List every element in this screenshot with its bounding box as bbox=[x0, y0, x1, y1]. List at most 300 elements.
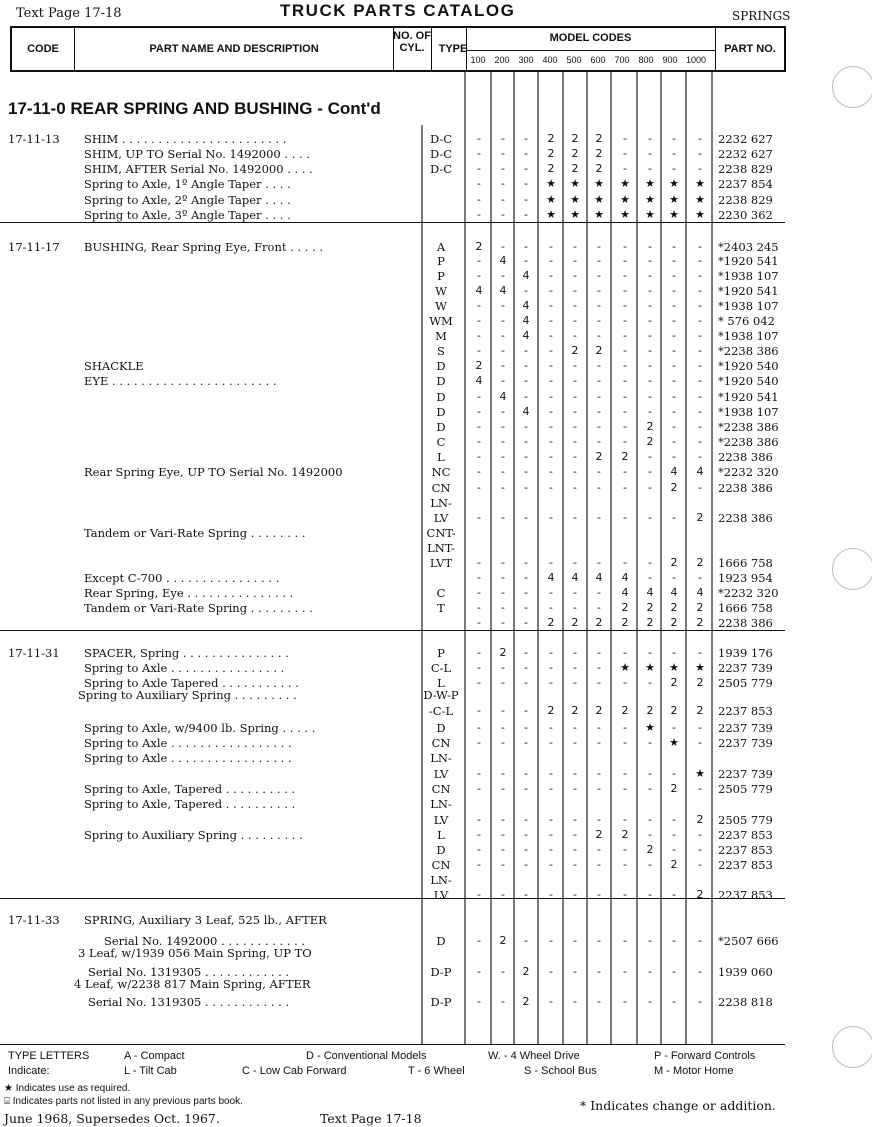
model-qty-100: - bbox=[477, 586, 481, 599]
legend-s: S - School Bus bbox=[524, 1065, 597, 1077]
model-qty-800: - bbox=[648, 646, 652, 659]
model-qty-400: - bbox=[549, 601, 553, 614]
model-code-400: 400 bbox=[542, 55, 558, 65]
table-row bbox=[0, 571, 872, 586]
model-qty-900: - bbox=[672, 132, 676, 145]
model-qty-900: - bbox=[672, 965, 676, 978]
model-qty-600: - bbox=[597, 511, 601, 524]
model-qty-700: - bbox=[623, 782, 627, 795]
model-qty-300: 2 bbox=[522, 965, 530, 978]
model-qty-600: - bbox=[597, 435, 601, 448]
model-qty-200: - bbox=[501, 571, 505, 584]
legend-a: A - Compact bbox=[124, 1050, 185, 1062]
model-qty-100: - bbox=[477, 481, 481, 494]
model-qty-600: ★ bbox=[594, 193, 604, 206]
model-qty-700: - bbox=[623, 344, 627, 357]
model-qty-600: - bbox=[597, 601, 601, 614]
model-qty-700: - bbox=[623, 888, 627, 901]
page-header-left: Text Page 17-18 bbox=[16, 6, 122, 21]
model-qty-500: - bbox=[573, 374, 577, 387]
model-qty-100: - bbox=[477, 782, 481, 795]
model-qty-400: 2 bbox=[547, 132, 555, 145]
model-qty-500: - bbox=[573, 586, 577, 599]
model-qty-700: - bbox=[623, 314, 627, 327]
model-qty-800: - bbox=[648, 465, 652, 478]
model-qty-900: 2 bbox=[670, 601, 678, 614]
model-qty-1000: - bbox=[698, 843, 702, 856]
part-type: LV bbox=[433, 511, 449, 525]
part-description: Spring to Axle, 3º Angle Taper . . . . bbox=[84, 208, 291, 222]
model-qty-100: - bbox=[477, 828, 481, 841]
part-type: D bbox=[436, 374, 446, 388]
part-number: *1938 107 bbox=[718, 299, 779, 313]
table-row bbox=[0, 284, 872, 299]
model-qty-400: - bbox=[549, 813, 553, 826]
model-code-500: 500 bbox=[566, 55, 582, 65]
model-qty-800: 2 bbox=[646, 704, 654, 717]
model-qty-700: - bbox=[623, 676, 627, 689]
model-qty-500: - bbox=[573, 995, 577, 1008]
model-qty-300: - bbox=[524, 556, 528, 569]
part-number: *1920 540 bbox=[718, 359, 779, 373]
part-type: D-C bbox=[429, 132, 453, 146]
model-qty-800: - bbox=[648, 481, 652, 494]
model-qty-100: - bbox=[477, 843, 481, 856]
part-type: P bbox=[437, 254, 445, 268]
part-type: LV bbox=[433, 813, 449, 827]
model-qty-800: - bbox=[648, 374, 652, 387]
model-qty-200: - bbox=[501, 405, 505, 418]
model-qty-900: - bbox=[672, 269, 676, 282]
model-qty-1000: 2 bbox=[696, 601, 704, 614]
model-qty-600: - bbox=[597, 556, 601, 569]
model-qty-1000: - bbox=[698, 571, 702, 584]
model-qty-800: - bbox=[648, 405, 652, 418]
part-type: D bbox=[436, 390, 446, 404]
model-qty-400: 2 bbox=[547, 616, 555, 629]
model-qty-500: - bbox=[573, 843, 577, 856]
col-cyl: NO. OF CYL. bbox=[393, 30, 431, 54]
model-qty-300: - bbox=[524, 601, 528, 614]
model-qty-1000: - bbox=[698, 965, 702, 978]
legend-d: D - Conventional Models bbox=[306, 1050, 427, 1062]
group-divider bbox=[0, 630, 785, 631]
part-number: *2238 386 bbox=[718, 420, 779, 434]
model-qty-500: - bbox=[573, 329, 577, 342]
part-type: LV bbox=[433, 888, 449, 902]
note-box: ⌸ Indicates parts not listed in any previous parts book. bbox=[4, 1096, 243, 1107]
model-qty-300: - bbox=[524, 704, 528, 717]
model-qty-300: - bbox=[524, 511, 528, 524]
model-qty-200: - bbox=[501, 965, 505, 978]
model-qty-400: - bbox=[549, 344, 553, 357]
model-qty-700: ★ bbox=[620, 193, 630, 206]
model-qty-400: - bbox=[549, 314, 553, 327]
part-type: W bbox=[435, 284, 447, 298]
group-divider bbox=[0, 222, 785, 223]
model-qty-400: - bbox=[549, 782, 553, 795]
part-number: 2232 627 bbox=[718, 132, 773, 146]
model-qty-900: - bbox=[672, 344, 676, 357]
model-qty-300: - bbox=[524, 177, 528, 190]
legend-type-letters: TYPE LETTERS bbox=[8, 1050, 90, 1062]
part-type: D-C bbox=[429, 147, 453, 161]
table-row bbox=[0, 329, 872, 344]
part-type: D-W-P bbox=[423, 688, 459, 702]
model-qty-800: - bbox=[648, 676, 652, 689]
model-qty-700: - bbox=[623, 147, 627, 160]
model-qty-500: - bbox=[573, 858, 577, 871]
model-code-100: 100 bbox=[470, 55, 486, 65]
table-row bbox=[0, 646, 872, 661]
model-qty-300: 4 bbox=[522, 299, 530, 312]
part-type: W bbox=[435, 299, 447, 313]
model-qty-1000: 2 bbox=[696, 888, 704, 901]
model-qty-800: - bbox=[648, 299, 652, 312]
model-qty-600: - bbox=[597, 721, 601, 734]
model-qty-800: - bbox=[648, 314, 652, 327]
section-title: 17-11-0 REAR SPRING AND BUSHING - Cont'd bbox=[8, 99, 381, 118]
col-desc: PART NAME AND DESCRIPTION bbox=[149, 43, 319, 55]
model-qty-200: - bbox=[501, 208, 505, 221]
model-qty-200: - bbox=[501, 269, 505, 282]
col-code: CODE bbox=[27, 43, 59, 55]
model-qty-1000: - bbox=[698, 284, 702, 297]
model-qty-400: - bbox=[549, 646, 553, 659]
part-description: Spring to Axle, 2º Angle Taper . . . . bbox=[84, 193, 291, 207]
model-qty-400: - bbox=[549, 284, 553, 297]
model-qty-800: - bbox=[648, 284, 652, 297]
model-qty-500: - bbox=[573, 450, 577, 463]
model-qty-700: - bbox=[623, 858, 627, 871]
model-qty-900: ★ bbox=[669, 177, 679, 190]
footer-date: June 1968, Supersedes Oct. 1967. bbox=[4, 1111, 220, 1126]
model-qty-500: - bbox=[573, 813, 577, 826]
model-code-200: 200 bbox=[494, 55, 510, 65]
part-code: 17-11-31 bbox=[8, 646, 60, 660]
table-row bbox=[0, 586, 872, 601]
model-qty-500: - bbox=[573, 420, 577, 433]
model-qty-800: - bbox=[648, 240, 652, 253]
model-qty-400: - bbox=[549, 435, 553, 448]
model-qty-600: - bbox=[597, 359, 601, 372]
part-type: D bbox=[436, 934, 446, 948]
note-asterisk: * Indicates change or addition. bbox=[580, 1098, 776, 1113]
model-qty-300: - bbox=[524, 254, 528, 267]
model-qty-200: - bbox=[501, 193, 505, 206]
legend-p: P - Forward Controls bbox=[654, 1050, 756, 1062]
model-qty-600: - bbox=[597, 390, 601, 403]
model-qty-900: ★ bbox=[669, 736, 679, 749]
model-qty-100: - bbox=[477, 147, 481, 160]
model-qty-800: - bbox=[648, 511, 652, 524]
model-qty-900: ★ bbox=[669, 208, 679, 221]
part-number: *2507 666 bbox=[718, 934, 779, 948]
model-qty-400: - bbox=[549, 661, 553, 674]
model-qty-800: - bbox=[648, 556, 652, 569]
part-type: D-C bbox=[429, 162, 453, 176]
model-qty-600: - bbox=[597, 254, 601, 267]
model-qty-600: 2 bbox=[595, 344, 603, 357]
model-qty-500: - bbox=[573, 767, 577, 780]
table-row bbox=[0, 359, 872, 374]
model-qty-1000: - bbox=[698, 481, 702, 494]
model-qty-100: - bbox=[477, 329, 481, 342]
model-qty-700: ★ bbox=[620, 177, 630, 190]
model-qty-700: - bbox=[623, 465, 627, 478]
model-qty-1000: - bbox=[698, 374, 702, 387]
part-number: 2238 829 bbox=[718, 162, 773, 176]
part-number: *2232 320 bbox=[718, 586, 779, 600]
model-qty-500: - bbox=[573, 601, 577, 614]
legend-c: C - Low Cab Forward bbox=[242, 1065, 347, 1077]
model-code-600: 600 bbox=[590, 55, 606, 65]
model-qty-300: - bbox=[524, 813, 528, 826]
model-qty-200: - bbox=[501, 721, 505, 734]
model-qty-100: - bbox=[477, 858, 481, 871]
model-qty-700: 4 bbox=[621, 571, 629, 584]
model-qty-1000: - bbox=[698, 269, 702, 282]
model-qty-500: - bbox=[573, 269, 577, 282]
model-qty-200: 2 bbox=[499, 646, 507, 659]
part-number: 2237 739 bbox=[718, 767, 773, 781]
part-number: 2230 362 bbox=[718, 208, 773, 222]
model-qty-200: - bbox=[501, 314, 505, 327]
model-qty-300: 4 bbox=[522, 405, 530, 418]
table-row bbox=[0, 751, 872, 766]
model-qty-700: - bbox=[623, 329, 627, 342]
table-row bbox=[0, 420, 872, 435]
model-qty-500: ★ bbox=[570, 193, 580, 206]
model-qty-1000: - bbox=[698, 782, 702, 795]
model-qty-900: - bbox=[672, 284, 676, 297]
model-qty-500: 2 bbox=[571, 344, 579, 357]
part-number: 2505 779 bbox=[718, 813, 773, 827]
model-qty-100: - bbox=[477, 162, 481, 175]
part-type: S bbox=[437, 344, 445, 358]
model-qty-300: - bbox=[524, 782, 528, 795]
model-qty-800: 2 bbox=[646, 420, 654, 433]
model-qty-400: 2 bbox=[547, 704, 555, 717]
model-qty-500: - bbox=[573, 390, 577, 403]
model-qty-500: - bbox=[573, 965, 577, 978]
model-qty-400: ★ bbox=[546, 177, 556, 190]
part-number: *2238 386 bbox=[718, 435, 779, 449]
model-qty-900: - bbox=[672, 450, 676, 463]
part-code: 17-11-33 bbox=[8, 913, 60, 927]
model-qty-600: - bbox=[597, 661, 601, 674]
part-type: D bbox=[436, 843, 446, 857]
part-number: 1939 060 bbox=[718, 965, 773, 979]
model-qty-1000: 2 bbox=[696, 676, 704, 689]
part-number: 2237 739 bbox=[718, 736, 773, 750]
model-qty-900: - bbox=[672, 162, 676, 175]
model-qty-100: - bbox=[477, 556, 481, 569]
part-type: CN bbox=[431, 736, 451, 750]
part-code: 17-11-13 bbox=[8, 132, 60, 146]
model-qty-700: 2 bbox=[621, 450, 629, 463]
part-number: *2403 245 bbox=[718, 240, 779, 254]
model-qty-500: - bbox=[573, 254, 577, 267]
part-description: Spring to Axle . . . . . . . . . . . . . . . . bbox=[84, 661, 285, 675]
model-qty-900: - bbox=[672, 405, 676, 418]
model-qty-600: - bbox=[597, 813, 601, 826]
model-qty-100: - bbox=[477, 676, 481, 689]
model-qty-200: 4 bbox=[499, 390, 507, 403]
part-number: 2238 829 bbox=[718, 193, 773, 207]
table-row bbox=[0, 374, 872, 389]
model-qty-500: - bbox=[573, 721, 577, 734]
model-qty-1000: - bbox=[698, 299, 702, 312]
part-type: A bbox=[436, 240, 446, 254]
model-qty-800: - bbox=[648, 965, 652, 978]
part-description: SHIM, AFTER Serial No. 1492000 . . . . bbox=[84, 162, 313, 176]
part-description: SHIM, UP TO Serial No. 1492000 . . . . bbox=[84, 147, 310, 161]
model-qty-800: - bbox=[648, 858, 652, 871]
table-row bbox=[0, 616, 872, 631]
model-qty-800: - bbox=[648, 147, 652, 160]
table-row bbox=[0, 977, 872, 992]
model-qty-100: 4 bbox=[475, 374, 483, 387]
model-qty-200: - bbox=[501, 782, 505, 795]
model-qty-500: - bbox=[573, 359, 577, 372]
model-qty-800: - bbox=[648, 359, 652, 372]
model-qty-600: - bbox=[597, 465, 601, 478]
table-row bbox=[0, 344, 872, 359]
model-qty-600: - bbox=[597, 405, 601, 418]
model-qty-400: - bbox=[549, 721, 553, 734]
model-qty-600: 4 bbox=[595, 571, 603, 584]
model-qty-500: 4 bbox=[571, 571, 579, 584]
part-number: 2237 853 bbox=[718, 888, 773, 902]
model-code-800: 800 bbox=[638, 55, 654, 65]
model-qty-1000: - bbox=[698, 721, 702, 734]
table-row bbox=[0, 481, 872, 496]
part-number: *1920 540 bbox=[718, 374, 779, 388]
model-qty-900: - bbox=[672, 767, 676, 780]
group-divider bbox=[0, 898, 785, 899]
model-qty-400: - bbox=[549, 450, 553, 463]
table-row bbox=[0, 269, 872, 284]
model-qty-800: - bbox=[648, 329, 652, 342]
table-row bbox=[0, 132, 872, 147]
model-qty-100: - bbox=[477, 571, 481, 584]
model-qty-500: ★ bbox=[570, 177, 580, 190]
model-qty-600: 2 bbox=[595, 828, 603, 841]
model-qty-700: - bbox=[623, 435, 627, 448]
model-qty-100: - bbox=[477, 450, 481, 463]
model-qty-100: - bbox=[477, 646, 481, 659]
model-qty-900: - bbox=[672, 721, 676, 734]
model-qty-700: - bbox=[623, 405, 627, 418]
model-qty-100: - bbox=[477, 661, 481, 674]
part-type: WM bbox=[429, 314, 453, 328]
table-row bbox=[0, 240, 872, 255]
model-qty-100: 4 bbox=[475, 284, 483, 297]
model-qty-1000: - bbox=[698, 405, 702, 418]
model-qty-900: - bbox=[672, 934, 676, 947]
model-qty-1000: - bbox=[698, 828, 702, 841]
model-qty-500: - bbox=[573, 782, 577, 795]
model-qty-300: - bbox=[524, 661, 528, 674]
part-type: D bbox=[436, 420, 446, 434]
model-qty-800: - bbox=[648, 390, 652, 403]
model-qty-200: - bbox=[501, 813, 505, 826]
model-qty-900: 2 bbox=[670, 481, 678, 494]
part-number: 2237 853 bbox=[718, 828, 773, 842]
part-number: 1923 954 bbox=[718, 571, 773, 585]
part-type: LV bbox=[433, 767, 449, 781]
model-qty-800: 2 bbox=[646, 601, 654, 614]
model-qty-200: - bbox=[501, 616, 505, 629]
model-qty-700: 4 bbox=[621, 586, 629, 599]
model-qty-200: - bbox=[501, 299, 505, 312]
model-qty-500: - bbox=[573, 465, 577, 478]
table-row bbox=[0, 541, 872, 556]
model-qty-500: - bbox=[573, 511, 577, 524]
part-description: BUSHING, Rear Spring Eye, Front . . . . . bbox=[84, 240, 324, 254]
model-code-1000: 1000 bbox=[685, 55, 707, 65]
model-qty-300: - bbox=[524, 934, 528, 947]
part-number: 1666 758 bbox=[718, 601, 773, 615]
model-qty-800: - bbox=[648, 888, 652, 901]
model-qty-100: - bbox=[477, 616, 481, 629]
model-qty-200: - bbox=[501, 329, 505, 342]
model-qty-1000: - bbox=[698, 359, 702, 372]
part-type: CN bbox=[431, 858, 451, 872]
legend-l: L - Tilt Cab bbox=[124, 1065, 177, 1077]
table-row bbox=[0, 162, 872, 177]
model-qty-500: - bbox=[573, 646, 577, 659]
model-qty-200: - bbox=[501, 676, 505, 689]
model-qty-200: - bbox=[501, 240, 505, 253]
legend-t: T - 6 Wheel bbox=[408, 1065, 465, 1077]
model-qty-400: - bbox=[549, 736, 553, 749]
model-qty-300: - bbox=[524, 344, 528, 357]
part-number: 2237 853 bbox=[718, 843, 773, 857]
model-qty-200: - bbox=[501, 888, 505, 901]
table-row bbox=[0, 782, 872, 797]
model-qty-600: - bbox=[597, 269, 601, 282]
model-qty-900: - bbox=[672, 420, 676, 433]
part-type: C-L bbox=[430, 661, 452, 675]
model-qty-500: 2 bbox=[571, 704, 579, 717]
table-row bbox=[0, 913, 872, 928]
model-qty-200: - bbox=[501, 858, 505, 871]
part-number: *1938 107 bbox=[718, 269, 779, 283]
model-qty-1000: - bbox=[698, 858, 702, 871]
part-type: P bbox=[437, 646, 445, 660]
model-qty-900: 2 bbox=[670, 676, 678, 689]
model-qty-400: - bbox=[549, 888, 553, 901]
model-qty-200: 4 bbox=[499, 284, 507, 297]
model-qty-300: - bbox=[524, 420, 528, 433]
model-qty-400: - bbox=[549, 511, 553, 524]
model-qty-100: - bbox=[477, 269, 481, 282]
model-qty-900: - bbox=[672, 390, 676, 403]
model-qty-700: - bbox=[623, 420, 627, 433]
model-qty-400: - bbox=[549, 843, 553, 856]
model-qty-400: - bbox=[549, 240, 553, 253]
model-qty-700: - bbox=[623, 481, 627, 494]
model-qty-1000: - bbox=[698, 254, 702, 267]
part-description: SPACER, Spring . . . . . . . . . . . . . . . bbox=[84, 646, 289, 660]
model-qty-100: - bbox=[477, 254, 481, 267]
part-number: *1938 107 bbox=[718, 405, 779, 419]
model-qty-300: - bbox=[524, 646, 528, 659]
model-qty-300: - bbox=[524, 616, 528, 629]
model-qty-200: - bbox=[501, 374, 505, 387]
